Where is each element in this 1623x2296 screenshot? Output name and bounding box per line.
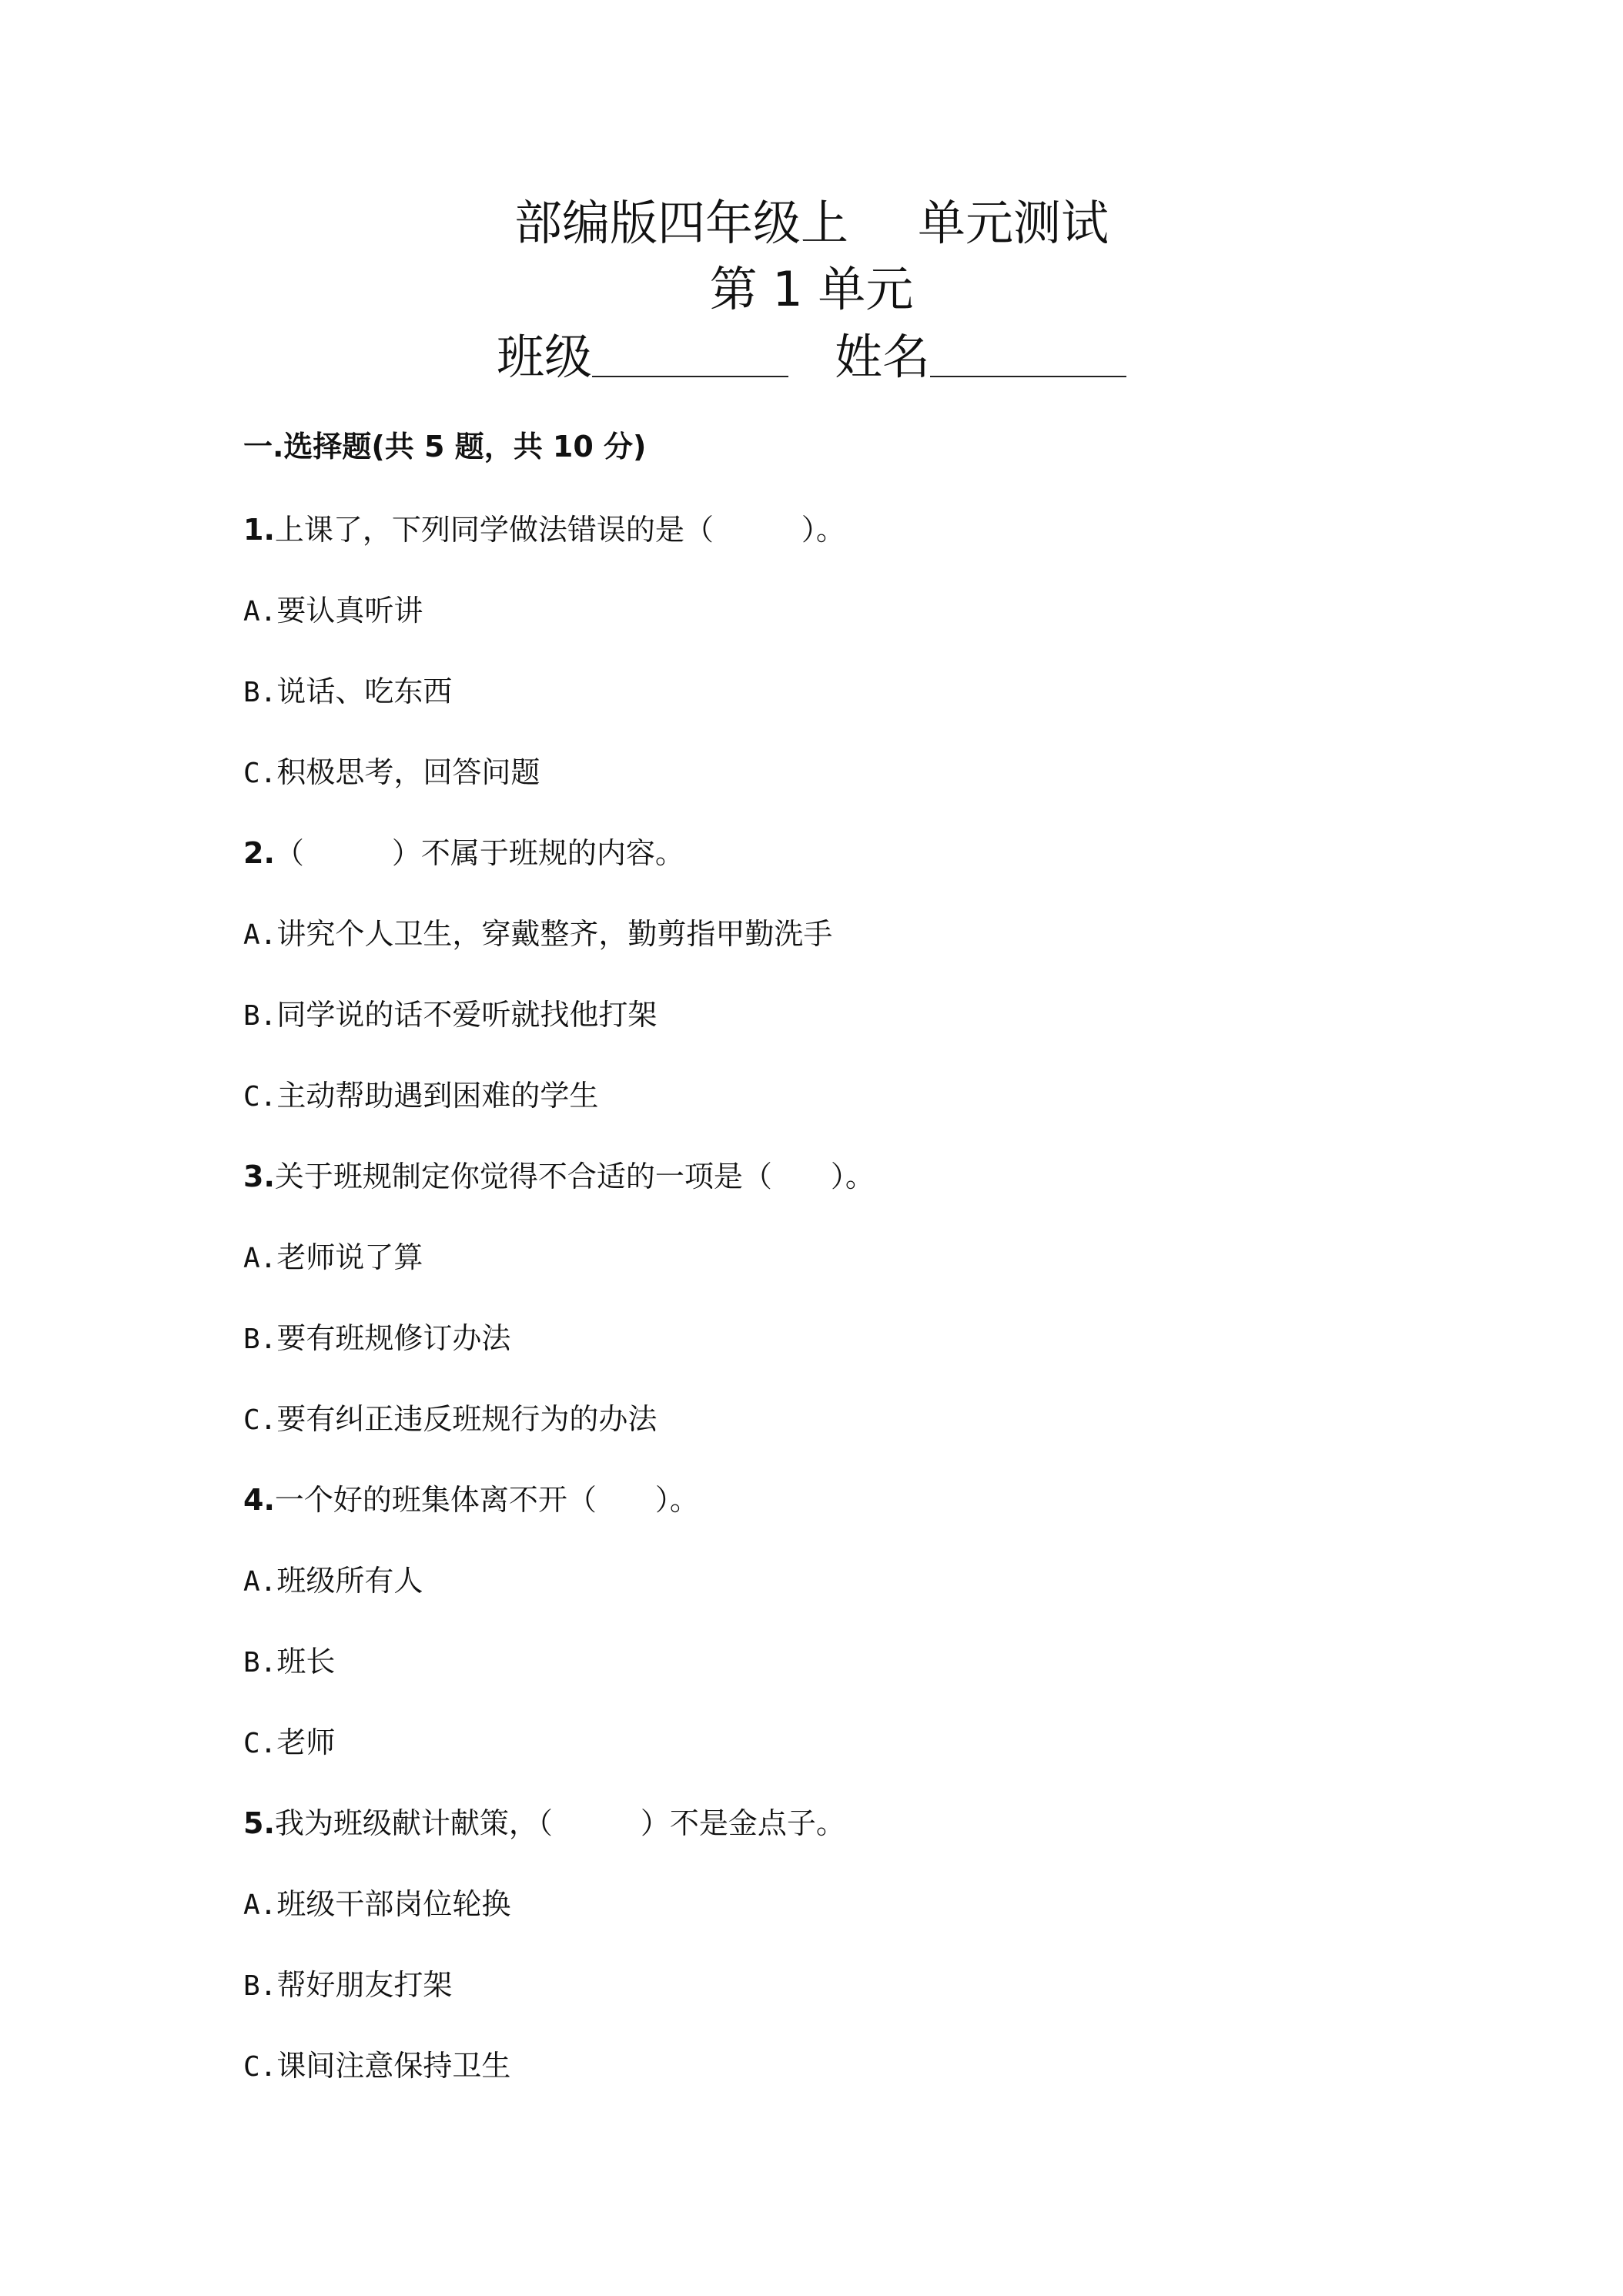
question-stem: 关于班规制定你觉得不合适的一项是（ ）。 xyxy=(274,1160,875,1193)
question-number: 3. xyxy=(243,1160,275,1193)
question-5-option-b[interactable] xyxy=(243,1963,452,2008)
option-letter: A. xyxy=(243,596,277,628)
option-text: 主动帮助遇到困难的学生 xyxy=(276,1079,599,1113)
question-4-option-c[interactable] xyxy=(243,1721,335,1766)
question-5 xyxy=(243,1802,845,1845)
class-blank[interactable] xyxy=(592,323,788,377)
option-letter: A. xyxy=(243,1889,277,1921)
option-letter: C. xyxy=(243,758,277,789)
option-text: 帮好朋友打架 xyxy=(276,1968,453,2002)
question-1-option-b[interactable] xyxy=(243,670,452,715)
student-info xyxy=(0,323,1623,388)
option-text: 积极思考，回答问题 xyxy=(276,755,540,789)
question-5-option-a[interactable] xyxy=(243,1883,510,1927)
question-stem: （ ）不属于班规的内容。 xyxy=(274,836,684,870)
question-4-option-b[interactable] xyxy=(243,1640,335,1685)
option-text: 要有班规修订办法 xyxy=(276,1321,511,1355)
option-letter: B. xyxy=(243,1324,277,1355)
question-number: 5. xyxy=(243,1806,275,1840)
option-letter: B. xyxy=(243,1970,277,2002)
question-5-option-c[interactable] xyxy=(243,2044,510,2089)
option-text: 班级干部岗位轮换 xyxy=(276,1887,511,1921)
option-text: 班长 xyxy=(276,1645,336,1678)
option-letter: A. xyxy=(243,1566,277,1598)
option-letter: C. xyxy=(243,1404,277,1436)
question-number: 1. xyxy=(243,513,275,547)
question-2 xyxy=(243,832,684,875)
question-3-option-b[interactable] xyxy=(243,1317,510,1361)
option-text: 要认真听讲 xyxy=(276,594,423,628)
question-stem: 我为班级献计献策，（ ）不是金点子。 xyxy=(274,1806,845,1840)
option-letter: C. xyxy=(243,1728,277,1759)
question-4 xyxy=(243,1478,699,1521)
option-letter: A. xyxy=(243,1243,277,1274)
question-stem: 一个好的班集体离不开（ ）。 xyxy=(274,1483,699,1517)
option-text: 说话、吃东西 xyxy=(276,674,453,708)
question-stem: 上课了，下列同学做法错误的是（ ）。 xyxy=(274,513,845,547)
question-1-option-c[interactable] xyxy=(243,751,540,795)
option-letter: B. xyxy=(243,1647,277,1678)
page-title xyxy=(0,192,1623,254)
section-heading: 一.选择题(共 5 题，共 10 分) xyxy=(243,430,647,464)
option-text: 班级所有人 xyxy=(276,1564,423,1598)
option-letter: C. xyxy=(243,1081,277,1113)
title-grade: 部编版四年级上 xyxy=(514,195,848,251)
question-4-option-a[interactable] xyxy=(243,1559,423,1604)
question-1-option-a[interactable] xyxy=(243,589,423,634)
option-text: 老师 xyxy=(276,1725,336,1759)
option-letter: B. xyxy=(243,677,277,708)
question-2-option-b[interactable] xyxy=(243,993,657,1038)
question-number: 4. xyxy=(243,1483,275,1517)
option-text: 老师说了算 xyxy=(276,1240,423,1274)
title-test-type: 单元测试 xyxy=(918,195,1109,251)
question-3 xyxy=(243,1155,875,1198)
question-3-option-c[interactable] xyxy=(243,1397,657,1442)
option-text: 课间注意保持卫生 xyxy=(276,2049,511,2083)
option-text: 同学说的话不爱听就找他打架 xyxy=(276,998,658,1032)
name-label: 姓名 xyxy=(835,329,931,385)
question-1 xyxy=(243,508,845,551)
question-number: 2. xyxy=(243,836,275,870)
class-label: 班级 xyxy=(496,329,592,385)
question-2-option-a[interactable] xyxy=(243,912,832,957)
option-text: 讲究个人卫生，穿戴整齐，勤剪指甲勤洗手 xyxy=(276,917,833,951)
option-letter: A. xyxy=(243,919,277,951)
name-blank[interactable] xyxy=(930,323,1126,377)
question-3-option-a[interactable] xyxy=(243,1236,423,1280)
option-letter: C. xyxy=(243,2051,277,2083)
unit-title: 第 1 单元 xyxy=(709,261,914,317)
option-text: 要有纠正违反班规行为的办法 xyxy=(276,1402,658,1436)
question-2-option-c[interactable] xyxy=(243,1074,598,1119)
option-letter: B. xyxy=(243,1000,277,1032)
